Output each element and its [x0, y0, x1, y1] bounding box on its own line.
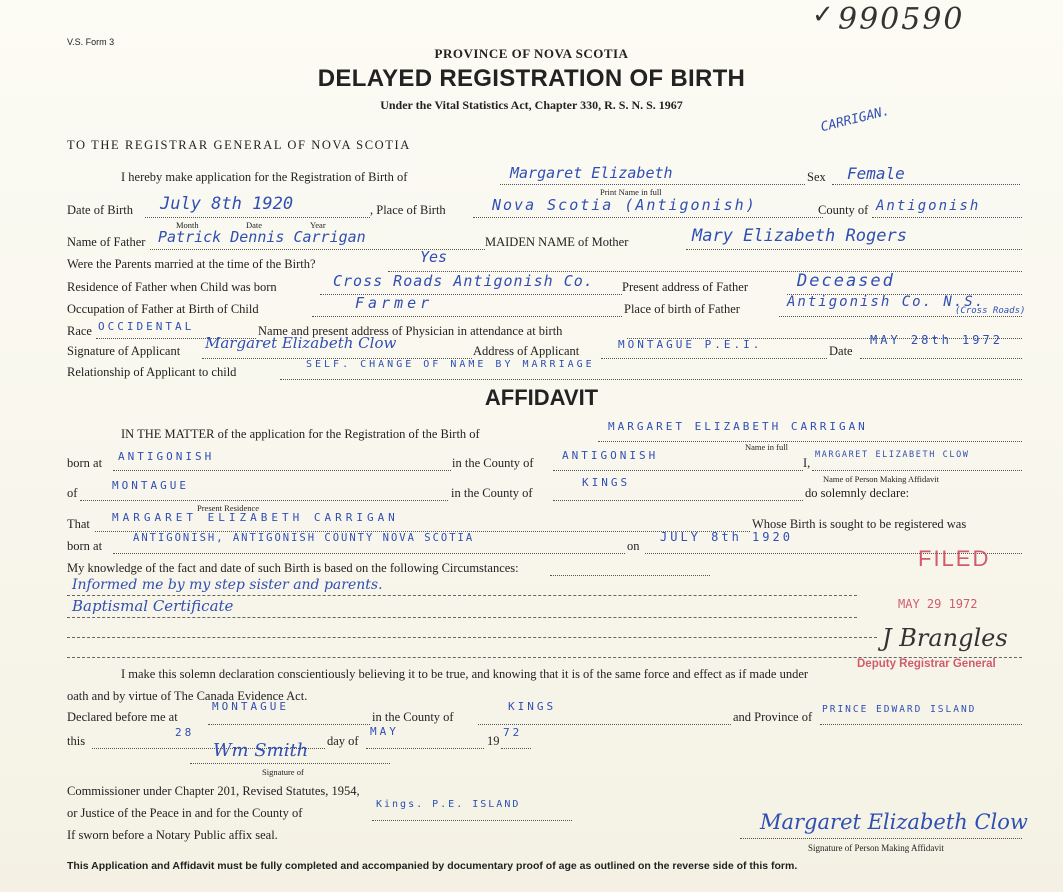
place-birth-father-value: Antigonish Co. N.S. — [787, 294, 986, 310]
signature-of-caption: Signature of — [262, 767, 304, 777]
that-value: MARGARET ELIZABETH CARRIGAN — [112, 511, 399, 524]
residence-father-value: Cross Roads Antigonish Co. — [333, 272, 594, 290]
notary-text: If sworn before a Notary Public affix seal. — [67, 828, 278, 842]
filed-stamp: FILED — [918, 546, 991, 571]
oath-text: oath and by virtue of The Canada Evidence Act. — [67, 689, 308, 703]
physician-label: Name and present address of Physician in attendance at birth — [258, 324, 563, 338]
relationship-value: SELF. CHANGE OF NAME BY MARRIAGE — [306, 359, 595, 370]
father-value: Patrick Dennis Carrigan — [158, 228, 366, 246]
year-caption: Year — [310, 220, 326, 230]
matter-name-value: MARGARET ELIZABETH CARRIGAN — [608, 420, 868, 433]
registration-number: 990590 — [838, 2, 965, 37]
in-county-label-1: in the County of — [452, 456, 534, 470]
day-of-label: day of — [327, 734, 359, 748]
circumstance-1-value: Informed me by my step sister and parents. — [72, 577, 383, 593]
year-prefix: 19 — [487, 734, 500, 748]
sex-value: Female — [847, 164, 905, 183]
that-label: That — [67, 517, 90, 531]
born-at-2-value: ANTIGONISH, ANTIGONISH COUNTY NOVA SCOTIA — [133, 532, 475, 544]
province-value: PRINCE EDWARD ISLAND — [822, 704, 977, 715]
maiden-name-label: MAIDEN NAME of Mother — [485, 235, 629, 249]
county-value: Antigonish — [876, 198, 981, 214]
applicant-address-value: MONTAGUE P.E.I. — [618, 338, 763, 351]
commissioner-signature: Wm Smith — [213, 740, 309, 761]
addressee: TO THE REGISTRAR GENERAL OF NOVA SCOTIA — [67, 138, 411, 152]
declared-at-value: MONTAGUE — [212, 700, 289, 713]
signature-applicant-label: Signature of Applicant — [67, 344, 181, 358]
filed-date-stamp: MAY 29 1972 — [898, 597, 978, 611]
born-at-label-2: born at — [67, 539, 103, 553]
father-label: Name of Father — [67, 235, 146, 249]
declared-before-label: Declared before me at — [67, 710, 178, 724]
of-label: of — [67, 486, 78, 500]
i-label: I, — [803, 456, 811, 470]
affidavit-heading: AFFIDAVIT — [484, 385, 599, 410]
page-subtitle: Under the Vital Statistics Act, Chapter 330, R. S. N. S. 1967 — [380, 98, 683, 112]
present-address-father-label: Present address of Father — [622, 280, 749, 294]
pob-label: , Place of Birth — [370, 203, 446, 217]
solemn-declaration-text: I make this solemn declaration conscientiously believing it to be true, and knowing that it is of the same force and effect as if made under — [121, 667, 809, 681]
mother-value: Mary Elizabeth Rogers — [692, 226, 907, 246]
of-county-value: KINGS — [582, 476, 631, 489]
affiant-signature: Margaret Elizabeth Clow — [760, 810, 1028, 834]
and-province-label: and Province of — [733, 710, 813, 724]
year-value: 72 — [503, 726, 523, 739]
in-county-label-3: in the County of — [372, 710, 454, 724]
declared-county-value: KINGS — [508, 700, 557, 713]
justice-text: or Justice of the Peace in and for the County of — [67, 806, 303, 820]
race-value: OCCIDENTAL — [98, 320, 195, 333]
month-value: MAY — [370, 725, 399, 738]
whose-birth-label: Whose Birth is sought to be registered was — [752, 517, 967, 531]
place-birth-father-note: (Cross Roads) — [955, 306, 1026, 316]
application-date-value: MAY 28th 1972 — [870, 333, 1003, 347]
in-the-matter-label: IN THE MATTER of the application for the Registration of the Birth of — [121, 427, 480, 441]
apply-label: I hereby make application for the Registration of Birth of — [121, 170, 408, 184]
month-caption: Month — [176, 220, 199, 230]
sex-label: Sex — [807, 170, 826, 184]
born-at-value: ANTIGONISH — [118, 450, 215, 463]
county-label: County of — [818, 203, 869, 217]
born-at-label: born at — [67, 456, 103, 470]
date-label: Date — [829, 344, 853, 358]
address-applicant-label: Address of Applicant — [473, 344, 580, 358]
this-label: this — [67, 734, 86, 748]
signature-person-caption: Signature of Person Making Affidavit — [808, 843, 944, 853]
of-value: MONTAGUE — [112, 479, 189, 492]
province-heading: PROVINCE OF NOVA SCOTIA — [434, 46, 629, 61]
pob-value: Nova Scotia (Antigonish) — [492, 196, 757, 214]
in-county-label-2: in the County of — [451, 486, 533, 500]
race-label: Race — [67, 324, 92, 338]
registrar-signature: J Brangles — [882, 624, 1008, 652]
on-label: on — [627, 539, 640, 553]
surname-annotation: CARRIGAN. — [819, 103, 892, 136]
residence-father-label: Residence of Father when Child was born — [67, 280, 277, 294]
print-name-caption: Print Name in full — [600, 187, 662, 197]
present-residence-caption: Present Residence — [197, 503, 260, 513]
born-county-value: ANTIGONISH — [562, 449, 659, 462]
occupation-father-value: Farmer — [355, 294, 434, 312]
footer-note: This Application and Affidavit must be fully completed and accompanied by documentary proof of age as outlined on the reverse side of this form. — [67, 860, 798, 872]
affiant-name-value: MARGARET ELIZABETH CLOW — [815, 450, 970, 460]
date-caption: Date — [246, 220, 263, 230]
present-address-father-value: Deceased — [797, 271, 895, 291]
page-title: DELAYED REGISTRATION OF BIRTH — [317, 65, 746, 92]
solemnly-label: do solemnly declare: — [805, 486, 910, 500]
form-number: V.S. Form 3 — [67, 37, 115, 47]
married-value: Yes — [420, 248, 448, 266]
applicant-name-value: Margaret Elizabeth — [510, 164, 673, 182]
name-person-caption: Name of Person Making Affidavit — [823, 474, 939, 484]
relationship-label: Relationship of Applicant to child — [67, 365, 237, 379]
registrar-title-stamp: Deputy Registrar General — [857, 658, 996, 670]
applicant-signature: Margaret Elizabeth Clow — [205, 334, 397, 352]
knowledge-label: My knowledge of the fact and date of such Birth is based on the following Circumstances: — [67, 561, 519, 575]
circumstance-2-value: Baptismal Certificate — [72, 597, 234, 615]
occupation-father-label: Occupation of Father at Birth of Child — [67, 302, 259, 316]
day-value: 28 — [175, 726, 195, 739]
name-in-full-caption: Name in full — [745, 442, 788, 452]
dob-label: Date of Birth — [67, 203, 133, 217]
place-birth-father-label: Place of birth of Father — [624, 302, 740, 316]
married-label: Were the Parents married at the time of the Birth? — [67, 257, 316, 271]
on-value: JULY 8th 1920 — [660, 530, 793, 544]
commissioner-text: Commissioner under Chapter 201, Revised Statutes, 1954, — [67, 784, 360, 798]
justice-county-value: Kings. P.E. ISLAND — [376, 799, 521, 810]
dob-value: July 8th 1920 — [160, 194, 294, 214]
check-mark-icon: ✓ — [812, 0, 834, 30]
